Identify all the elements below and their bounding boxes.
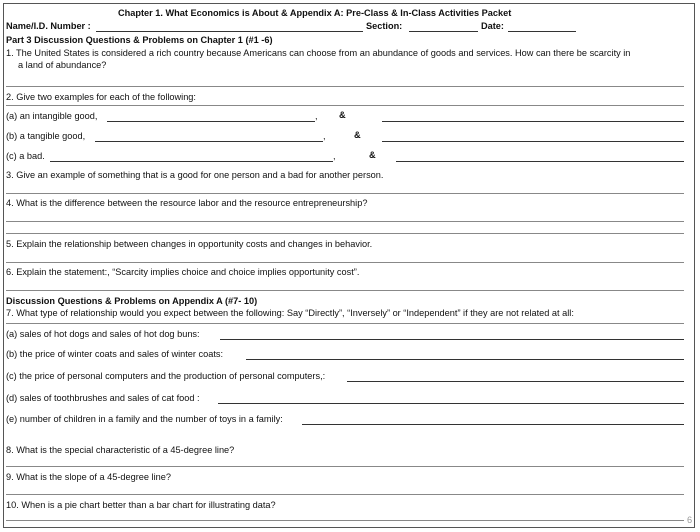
answer-line[interactable] — [6, 520, 684, 521]
question-2b: (b) a tangible good, — [6, 131, 86, 141]
comma: , — [333, 151, 336, 161]
answer-line[interactable] — [6, 466, 684, 467]
divider — [6, 105, 684, 106]
comma: , — [323, 131, 326, 141]
answer-line[interactable] — [6, 193, 684, 194]
question-10: 10. When is a pie chart better than a bar chart for illustrating data? — [6, 500, 276, 510]
question-9: 9. What is the slope of a 45-degree line? — [6, 472, 171, 482]
question-5: 5. Explain the relationship between changes in opportunity costs and changes in behavior. — [6, 239, 373, 249]
answer-line[interactable] — [6, 233, 684, 234]
part3-heading: Part 3 Discussion Questions & Problems on Chapter 1 (#1 -6) — [6, 35, 273, 45]
ampersand: & — [354, 130, 361, 140]
section-field[interactable] — [409, 31, 478, 32]
answer-line[interactable] — [6, 290, 684, 291]
answer-line[interactable] — [6, 86, 684, 87]
question-7e: (e) number of children in a family and the number of toys in a family: — [6, 414, 283, 424]
answer-line[interactable] — [6, 221, 684, 222]
question-4: 4. What is the difference between the resource labor and the resource entrepreneurship? — [6, 198, 368, 208]
question-6: 6. Explain the statement:, “Scarcity implies choice and choice implies opportunity cost”. — [6, 267, 360, 277]
answer-7e[interactable] — [302, 424, 684, 425]
name-field[interactable] — [96, 31, 363, 32]
answer-7c[interactable] — [347, 381, 684, 382]
appendix-heading: Discussion Questions & Problems on Appendix A (#7- 10) — [6, 296, 258, 306]
answer-7d[interactable] — [218, 403, 684, 404]
answer-2a-first[interactable] — [107, 121, 315, 122]
answer-2a-second[interactable] — [382, 121, 684, 122]
question-2a: (a) an intangible good, — [6, 111, 98, 121]
answer-2b-first[interactable] — [95, 141, 323, 142]
question-7c: (c) the price of personal computers and the production of personal computers,: — [6, 371, 326, 381]
question-1: 1. The United States is considered a rich country because Americans can choose from an abundance of goods and services. How can there be scarcity in — [6, 48, 631, 58]
ampersand: & — [369, 150, 376, 160]
answer-7b[interactable] — [246, 359, 684, 360]
comma: , — [315, 111, 318, 121]
question-8: 8. What is the special characteristic of a 45-degree line? — [6, 445, 235, 455]
question-7: 7. What type of relationship would you expect between the following: Say “Directly”, “Inversely” or “Independent” if they are not related at all: — [6, 308, 574, 318]
ampersand: & — [339, 110, 346, 120]
page-title: Chapter 1. What Economics is About & Appendix A: Pre-Class & In-Class Activities Packet — [118, 8, 512, 18]
answer-7a[interactable] — [220, 339, 684, 340]
answer-line[interactable] — [6, 262, 684, 263]
question-7b: (b) the price of winter coats and sales of winter coats: — [6, 349, 224, 359]
answer-line[interactable] — [6, 494, 684, 495]
question-7a: (a) sales of hot dogs and sales of hot dog buns: — [6, 329, 200, 339]
answer-2b-second[interactable] — [382, 141, 684, 142]
section-label: Section: — [366, 21, 403, 31]
question-3: 3. Give an example of something that is a good for one person and a bad for another person. — [6, 170, 384, 180]
page-number: 6 — [687, 515, 693, 525]
answer-2c-first[interactable] — [50, 161, 333, 162]
divider — [6, 323, 684, 324]
question-2: 2. Give two examples for each of the following: — [6, 92, 196, 102]
date-field[interactable] — [508, 31, 576, 32]
question-7d: (d) sales of toothbrushes and sales of cat food : — [6, 393, 200, 403]
question-2c: (c) a bad. — [6, 151, 45, 161]
name-label: Name/I.D. Number : — [6, 21, 91, 31]
date-label: Date: — [481, 21, 504, 31]
answer-2c-second[interactable] — [396, 161, 684, 162]
question-1-cont: a land of abundance? — [18, 60, 107, 70]
